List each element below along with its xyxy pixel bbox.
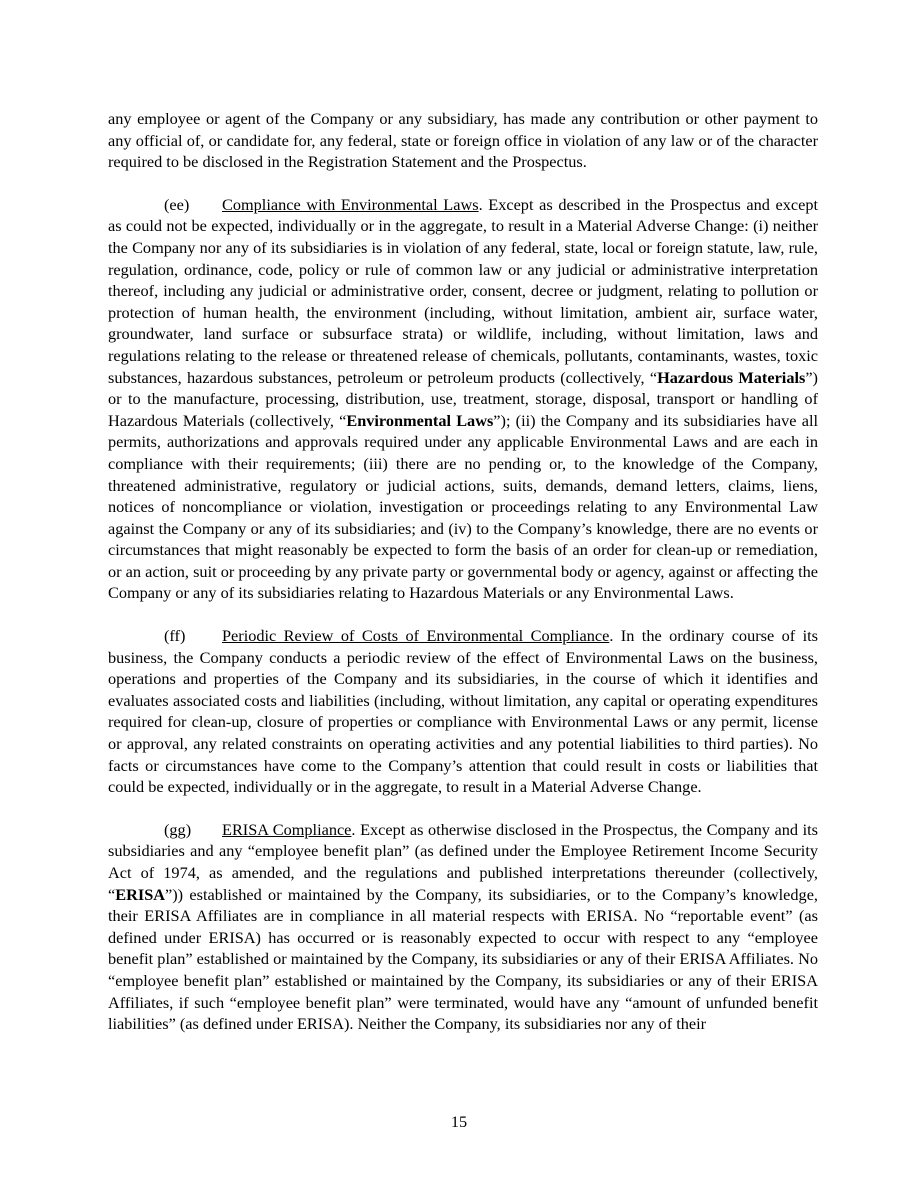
paragraph-ee-heading: Compliance with Environmental Laws (222, 194, 479, 214)
paragraph-opening (108, 108, 818, 173)
paragraph-ee-text-1: . Except as described in the Prospectus and except as could not be expected, individually or in the aggregate, to result in a Material Adverse Change: (i) neither the Company nor any of its subsidiaries is in violation of any federal, state, local or foreign statute, law, rule, regulation, ordinance, code, policy or rule of common law or any judicial or administrative interpretation thereof, including any judicial or administrative order, consent, decree or judgment, relating to pollution or protection of human health, the environment (including, without limitation, ambient air, surface water, groundwater, land surface or subsurface strata) or wildlife, including, without limitation, laws and regulations relating to the release or threatened release of chemicals, pollutants, contaminants, wastes, toxic substances, hazardous substances, petroleum or petroleum products (collectively, “ (108, 194, 818, 387)
term-erisa: ERISA (115, 884, 166, 904)
paragraph-gg-text-2: ”)) established or maintained by the Company, its subsidiaries, or to the Company’s knowledge, their ERISA Affiliates are in compliance in all material respects with ERISA. No “reportable event” (as defined under ERISA) has occurred or is reasonably expected to occur with respect to any “employee benefit plan” established or maintained by the Company, its subsidiaries or any of their ERISA Affiliates. No “employee benefit plan” established or maintained by the Company, its subsidiaries or any of their ERISA Affiliates, if such “employee benefit plan” were terminated, would have any “amount of unfunded benefit liabilities” (as defined under ERISA). Neither the Company, its subsidiaries nor any of their (108, 884, 818, 1034)
paragraph-ff-heading: Periodic Review of Costs of Environmental Compliance (222, 626, 610, 646)
document-body (108, 108, 818, 1035)
paragraph-gg (108, 819, 818, 1035)
term-environmental-laws: Environmental Laws (346, 410, 494, 430)
page-number: 15 (450, 1112, 468, 1131)
paragraph-opening-text: any employee or agent of the Company or any subsidiary, has made any contribution or other payment to any official of, or candidate for, any federal, state or foreign office in violation of any law or of the character required to be disclosed in the Registration Statement and the Prospectus. (108, 109, 818, 172)
paragraph-gg-text-1: . Except as otherwise disclosed in the Prospectus, the Company and its subsidiaries and any “employee benefit plan” (as defined under the Employee Retirement Income Security Act of 1974, as amended, and the regulations and published interpretations thereunder (collectively, “ (108, 819, 819, 904)
term-hazardous-materials: Hazardous Materials (657, 367, 806, 387)
paragraph-ff (108, 625, 818, 798)
paragraph-ee (108, 194, 818, 604)
paragraph-ff-label: (ff) (164, 626, 186, 646)
paragraph-ee-text-3: ”); (ii) the Company and its subsidiaries have all permits, authorizations and approvals required under any applicable Environmental Laws and are each in compliance with their requirements; (iii) there are no pending or, to the knowledge of the Company, threatened administrative, regulatory or judicial actions, suits, demands, demand letters, claims, liens, notices of noncompliance or violation, investigation or proceedings relating to any Environmental Law against the Company or any of its subsidiaries; and (iv) to the Company’s knowledge, there are no events or circumstances that might reasonably be expected to form the basis of an order for clean-up or remediation, or an action, suit or proceeding by any private party or governmental body or agency, against or affecting the Company or any of its subsidiaries relating to Hazardous Materials or any Environmental Laws. (108, 410, 819, 603)
paragraph-ee-text-2: ”) or to the manufacture, processing, distribution, use, treatment, storage, disposal, transport or handling of Hazardous Materials (collectively, “ (108, 367, 818, 430)
paragraph-ee-label: (ee) (164, 194, 190, 214)
paragraph-gg-label: (gg) (164, 819, 192, 839)
paragraph-ff-text-1: . In the ordinary course of its business, the Company conducts a periodic review of the effect of Environmental Laws on the business, operations and properties of the Company and its subsidiaries, in the course of which it identifies and evaluates associated costs and liabilities (including, without limitation, any capital or operating expenditures required for clean-up, closure of properties or compliance with Environmental Laws or any permit, license or approval, any related constraints on operating activities and any potential liabilities to third parties). No facts or circumstances have come to the Company’s attention that could result in costs or liabilities that could be expected, individually or in the aggregate, to result in a Material Adverse Change. (108, 626, 818, 797)
paragraph-gg-heading: ERISA Compliance (222, 819, 352, 839)
